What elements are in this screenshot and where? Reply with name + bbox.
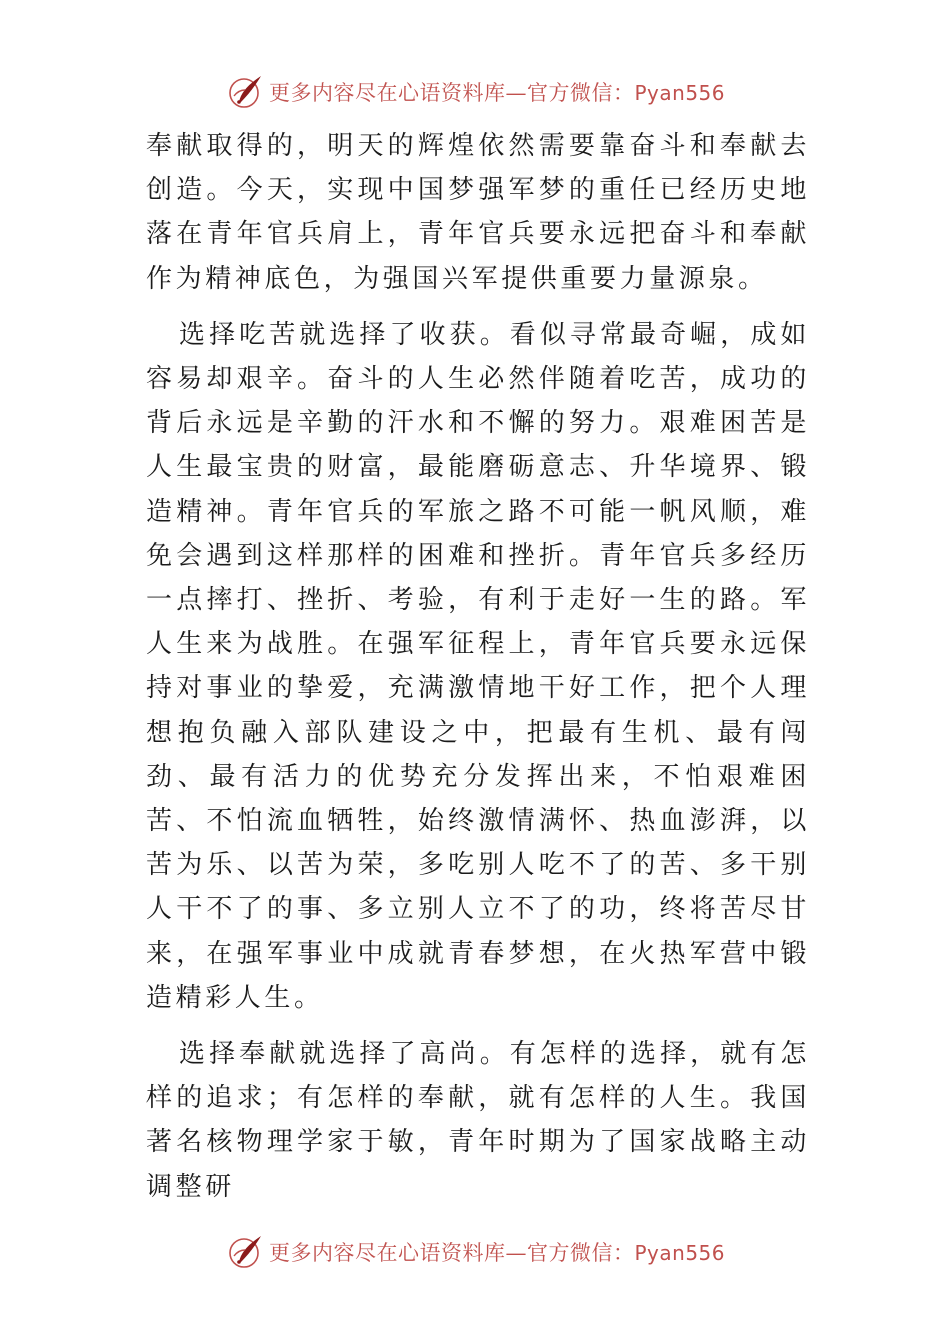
footer-banner-text — [269, 1237, 725, 1267]
header-banner-handle: Pyan556 — [634, 81, 725, 105]
footer-banner-label: 更多内容尽在心语资料库—官方微信： — [268, 1241, 635, 1265]
header-banner-text — [269, 77, 725, 107]
quill-pen-logo-icon — [225, 72, 265, 112]
footer-banner — [0, 1230, 950, 1274]
paragraph-continued: 奉献取得的，明天的辉煌依然需要靠奋斗和奉献去创造。今天，实现中国梦强军梦的重任已经历史地落在青年官兵肩上，青年官兵要永远把奋斗和奉献作为精神底色，为强国兴军提供重要力量源泉。 — [146, 131, 810, 294]
document-body — [146, 124, 810, 1209]
header-banner — [0, 70, 950, 114]
footer-banner-handle: Pyan556 — [634, 1241, 725, 1265]
paragraph-hardship: 选择吃苦就选择了收获。看似寻常最奇崛，成如容易却艰辛。奋斗的人生必然伴随着吃苦，成功的背后永远是辛勤的汗水和不懈的努力。艰难困苦是人生最宝贵的财富，最能磨砺意志、升华境界、锻造精神。青年官兵的军旅之路不可能一帆风顺，难免会遇到这样那样的困难和挫折。青年官兵多经历一点摔打、挫折、考验，有利于走好一生的路。军人生来为战胜。在强军征程上，青年官兵要永远保持对事业的挚爱，充满激情地干好工作，把个人理想抱负融入部队建设之中，把最有生机、最有闯劲、最有活力的优势充分发挥出来，不怕艰难困苦、不怕流血牺牲，始终激情满怀、热血澎湃，以苦为乐、以苦为荣，多吃别人吃不了的苦、多干别人干不了的事、多立别人立不了的功，终将苦尽甘来，在强军事业中成就青春梦想，在火热军营中锻造精彩人生。 — [146, 319, 810, 1013]
header-banner-label: 更多内容尽在心语资料库—官方微信： — [268, 81, 635, 105]
quill-pen-logo-icon — [225, 1232, 265, 1272]
paragraph-dedication: 选择奉献就选择了高尚。有怎样的选择，就有怎样的追求；有怎样的奉献，就有怎样的人生。我国著名核物理学家于敏，青年时期为了国家战略主动调整研 — [146, 1039, 810, 1202]
